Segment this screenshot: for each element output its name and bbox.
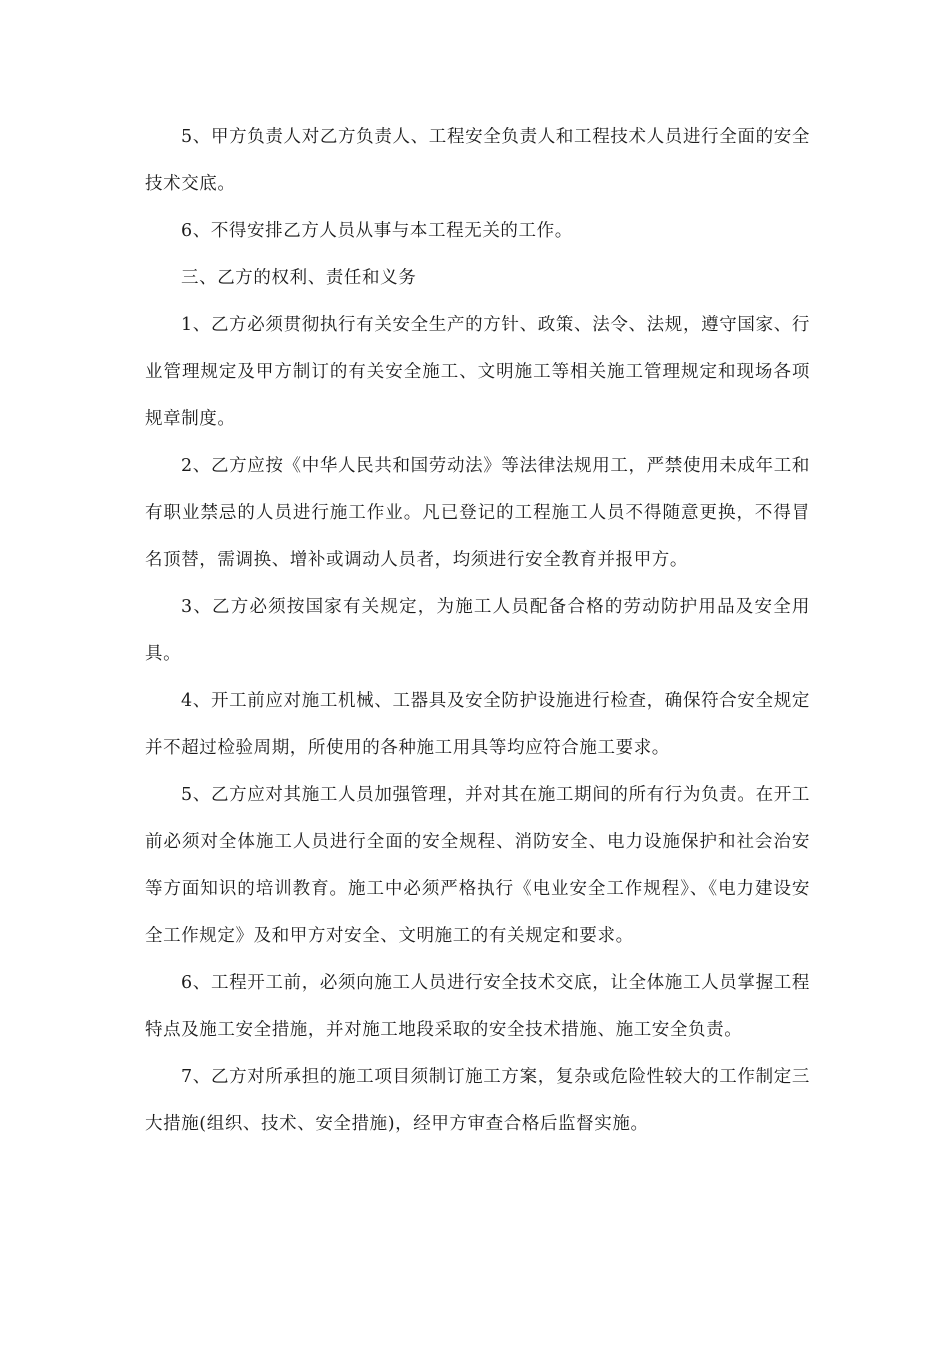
paragraph-b-item-6: 6、工程开工前，必须向施工人员进行安全技术交底，让全体施工人员掌握工程特点及施工安全措施，并对施工地段采取的安全技术措施、施工安全负责。 [145,973,810,1040]
paragraph-b-item-7: 7、乙方对所承担的施工项目须制订施工方案，复杂或危险性较大的工作制定三大措施(组织、技术、安全措施)，经甲方审查合格后监督实施。 [145,1067,810,1134]
paragraph-b-item-3: 3、乙方必须按国家有关规定，为施工人员配备合格的劳动防护用品及安全用具。 [145,597,810,664]
paragraph-item-5-briefing: 5、甲方负责人对乙方负责人、工程安全负责人和工程技术人员进行全面的安全技术交底。 [145,127,810,194]
paragraph-item-6-no-unrelated-work: 6、不得安排乙方人员从事与本工程无关的工作。 [181,221,573,241]
paragraph-b-item-5: 5、乙方应对其施工人员加强管理，并对其在施工期间的所有行为负责。在开工前必须对全体施工人员进行全面的安全规程、消防安全、电力设施保护和社会治安等方面知识的培训教育。施工中必须严格执行《电业安全工作规程》、《电力建设安全工作规定》及和甲方对安全、文明施工的有关规定和要求。 [145,785,810,946]
paragraph-b-item-4: 4、开工前应对施工机械、工器具及安全防护设施进行检查，确保符合安全规定并不超过检验周期，所使用的各种施工用具等均应符合施工要求。 [145,691,810,758]
document-body [145,114,810,1148]
paragraph-b-item-2: 2、乙方应按《中华人民共和国劳动法》等法律法规用工，严禁使用未成年工和有职业禁忌的人员进行施工作业。凡已登记的工程施工人员不得随意更换，不得冒名顶替，需调换、增补或调动人员者，均须进行安全教育并报甲方。 [145,456,810,570]
section-heading-party-b-rights: 三、乙方的权利、责任和义务 [181,268,417,288]
paragraph-b-item-1: 1、乙方必须贯彻执行有关安全生产的方针、政策、法令、法规，遵守国家、行业管理规定及甲方制订的有关安全施工、文明施工等相关施工管理规定和现场各项规章制度。 [145,315,810,429]
